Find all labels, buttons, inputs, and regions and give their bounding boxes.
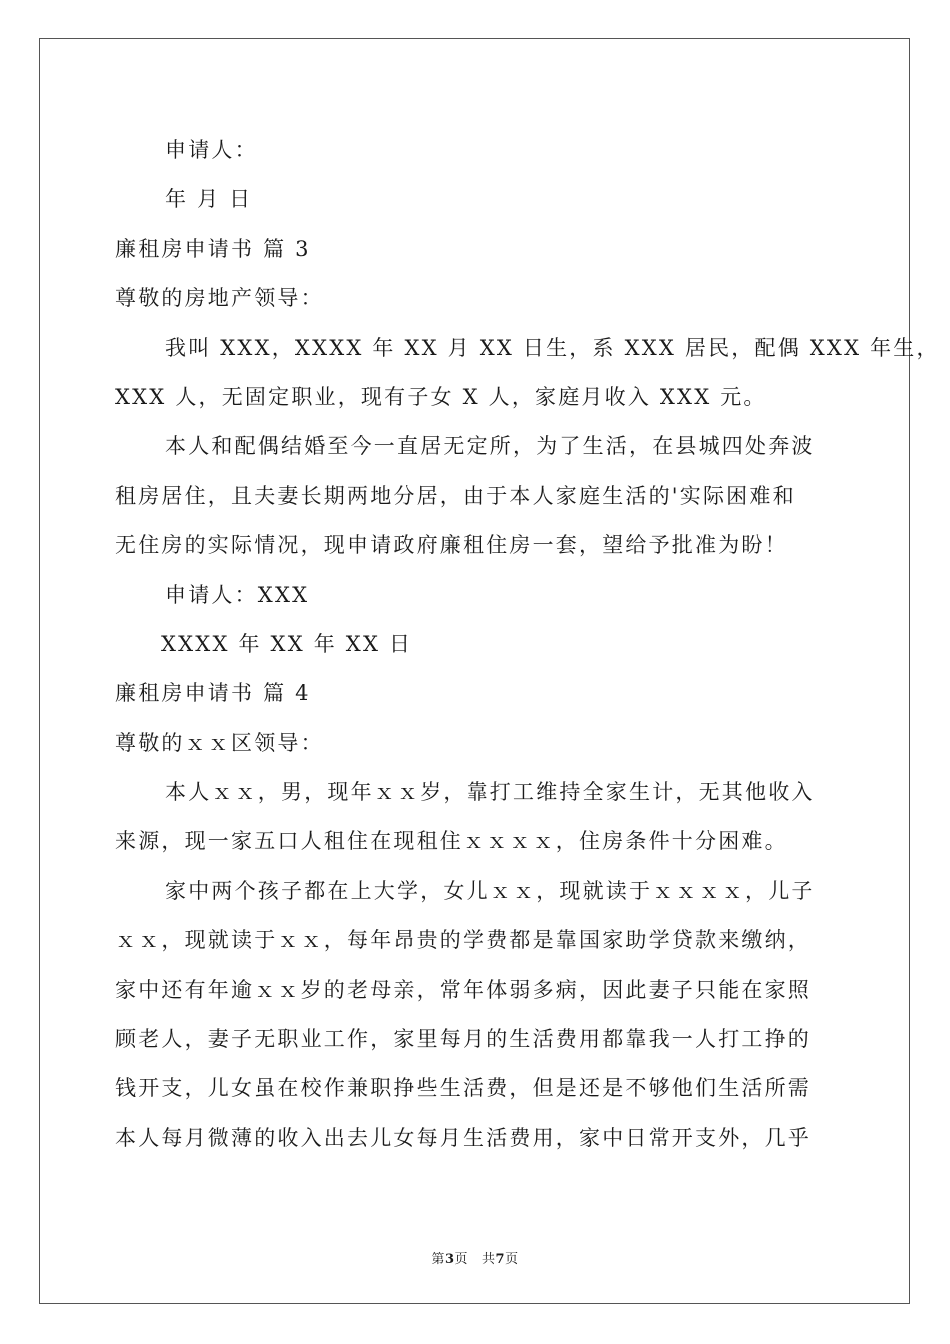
total-prefix: 共: [482, 1252, 496, 1267]
paragraph-line: XXX 人，无固定职业，现有子女 X 人，家庭月收入 XXX 元。: [115, 384, 767, 409]
applicant-label: 申请人：: [165, 138, 258, 162]
date-placeholder: 年 月 日: [165, 187, 253, 212]
salutation-4: 尊敬的ｘｘ区领导：: [115, 730, 324, 755]
applicant-signature: 申请人：XXX: [165, 582, 310, 607]
section-heading-4: 廉租房申请书 篇 4: [115, 681, 311, 706]
signature-date: XXXX 年 XX 年 XX 日: [161, 631, 413, 656]
salutation-3: 尊敬的房地产领导：: [115, 286, 324, 311]
paragraph-line: 家中还有年逾ｘｘ岁的老母亲，常年体弱多病，因此妻子只能在家照: [115, 977, 811, 1002]
section-heading-3: 廉租房申请书 篇 3: [115, 236, 311, 261]
page-suffix: 页: [454, 1252, 468, 1267]
page-prefix: 第: [431, 1252, 445, 1267]
paragraph-line: ｘｘ，现就读于ｘｘ，每年昂贵的学费都是靠国家助学贷款来缴纳，: [115, 928, 811, 953]
page-footer: [0, 1248, 950, 1267]
paragraph-line: 钱开支，儿女虽在校作兼职挣些生活费，但是还是不够他们生活所需: [115, 1076, 811, 1101]
total-suffix: 页: [505, 1252, 519, 1267]
document-body: [115, 126, 940, 1163]
paragraph-line: 本人每月微薄的收入出去儿女每月生活费用，家中日常开支外，几乎: [115, 1125, 811, 1150]
paragraph-line: 租房居住，且夫妻长期两地分居，由于本人家庭生活的'实际困难和: [115, 483, 796, 508]
total-page-number: 7: [495, 1252, 506, 1267]
paragraph-line: 无住房的实际情况，现申请政府廉租住房一套，望给予批准为盼！: [115, 533, 788, 558]
paragraph-line: 来源，现一家五口人租住在现租住ｘｘｘｘ，住房条件十分困难。: [115, 829, 788, 854]
paragraph-line: 顾老人，妻子无职业工作，家里每月的生活费用都靠我一人打工挣的: [115, 1027, 811, 1052]
paragraph-line: 我叫 XXX，XXXX 年 XX 月 XX 日生，系 XXX 居民，配偶 XXX 年生，: [165, 335, 940, 360]
paragraph-line: 家中两个孩子都在上大学，女儿ｘｘ，现就读于ｘｘｘｘ，儿子: [165, 878, 815, 903]
current-page-number: 3: [444, 1252, 455, 1267]
paragraph-line: 本人和配偶结婚至今一直居无定所，为了生活，在县城四处奔波: [165, 434, 815, 459]
paragraph-line: 本人ｘｘ，男，现年ｘｘ岁，靠打工维持全家生计，无其他收入: [165, 780, 815, 805]
